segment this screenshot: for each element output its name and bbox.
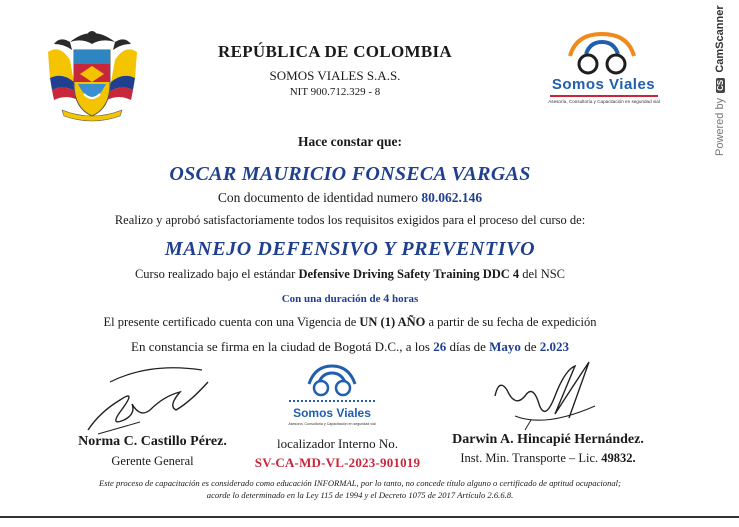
signature-left-icon <box>80 362 220 437</box>
course-title: MANEJO DEFENSIVO Y PREVENTIVO <box>164 238 536 260</box>
localizador-label: localizador Interno No. <box>277 436 398 451</box>
cons-month: Mayo <box>489 339 521 354</box>
coat-of-arms-icon <box>40 22 145 122</box>
vig-value: UN (1) AÑO <box>359 315 426 329</box>
id-document-line <box>0 190 700 206</box>
vig-prefix: El presente certificado cuenta con una Vigencia de <box>103 315 360 329</box>
camscanner-watermark <box>708 5 730 170</box>
dur-suffix: horas <box>389 293 419 305</box>
cons-year: 2.023 <box>539 339 569 354</box>
footer-line-2: acorde lo determinado en la Ley 115 de 1994 y el Decreto 1075 de 2017 Artículo 2.6.6.8. <box>206 490 514 500</box>
validity-line <box>0 315 700 330</box>
vig-suffix: a partir de su fecha de expedición <box>425 315 597 329</box>
dur-value: 4 <box>383 291 390 305</box>
localizador-code: SV-CA-MD-VL-2023-901019 <box>254 455 421 470</box>
std-name: Defensive Driving Safety Training DDC 4 <box>298 267 520 281</box>
std-prefix: Curso realizado bajo el estándar <box>134 267 299 281</box>
dur-prefix: Con una duración de <box>281 293 384 305</box>
header-company: SOMOS VIALES S.A.S. <box>269 68 401 83</box>
recipient-name: OSCAR MAURICIO FONSECA VARGAS <box>169 163 531 185</box>
camscanner-badge-icon: CS <box>716 79 725 91</box>
right-role-prefix: Inst. Min. Transporte – Lic. <box>460 451 602 465</box>
stamp-tagline: Asesoría, Consultoría y Capacitación en seguridad vial <box>288 422 376 426</box>
right-signer-name: Darwin A. Hincapié Hernández. <box>452 432 644 447</box>
std-suffix: del NSC <box>519 267 566 281</box>
bottom-rule <box>0 516 739 518</box>
right-signer-role <box>433 451 663 466</box>
signature-right-icon <box>485 356 605 436</box>
approval-statement: Realizo y aprobó satisfactoriamente todos los requisitos exigidos para el proceso del curso de: <box>114 213 586 227</box>
camscanner-brand: CamScanner <box>714 5 726 73</box>
logo-brand: Somos Viales <box>551 76 656 93</box>
standard-line <box>0 267 700 282</box>
cons-mid: días de <box>446 339 490 354</box>
stamp-brand: Somos Viales <box>293 406 371 420</box>
cons-day: 26 <box>433 339 447 354</box>
car-logo-icon <box>540 22 665 82</box>
hace-constar: Hace constar que: <box>298 134 402 149</box>
header-nit: NIT 900.712.329 - 8 <box>289 86 381 98</box>
stamp-car-icon <box>287 362 377 398</box>
logo-tagline: Asesoría, Consultoría y Capacitación en seguridad vial <box>548 99 660 104</box>
somos-viales-logo <box>540 22 665 122</box>
doc-number: 80.062.146 <box>421 190 483 205</box>
stamp-dots <box>289 400 375 402</box>
cons-de: de <box>520 339 540 354</box>
stamp-logo <box>287 362 377 432</box>
logo-bar <box>550 95 658 97</box>
footer-line-1: Este proceso de capacitación es considerado como educación INFORMAL, por lo tanto, no concede título alguno o certificado de aptitud ocupacional; <box>99 478 621 488</box>
camscanner-text <box>714 5 726 156</box>
left-signer-role: Gerente General <box>111 454 194 468</box>
doc-prefix: Con documento de identidad numero <box>217 190 422 205</box>
cons-prefix: En constancia se firma en la ciudad de Bogotá D.C., a los <box>131 339 434 354</box>
header-title: REPÚBLICA DE COLOMBIA <box>218 42 452 61</box>
left-signer-name: Norma C. Castillo Pérez. <box>78 434 227 449</box>
right-license: 49832. <box>601 451 636 465</box>
powered-by-text: Powered by <box>714 97 726 156</box>
signed-in-line <box>0 339 700 355</box>
duration-line <box>0 291 700 306</box>
